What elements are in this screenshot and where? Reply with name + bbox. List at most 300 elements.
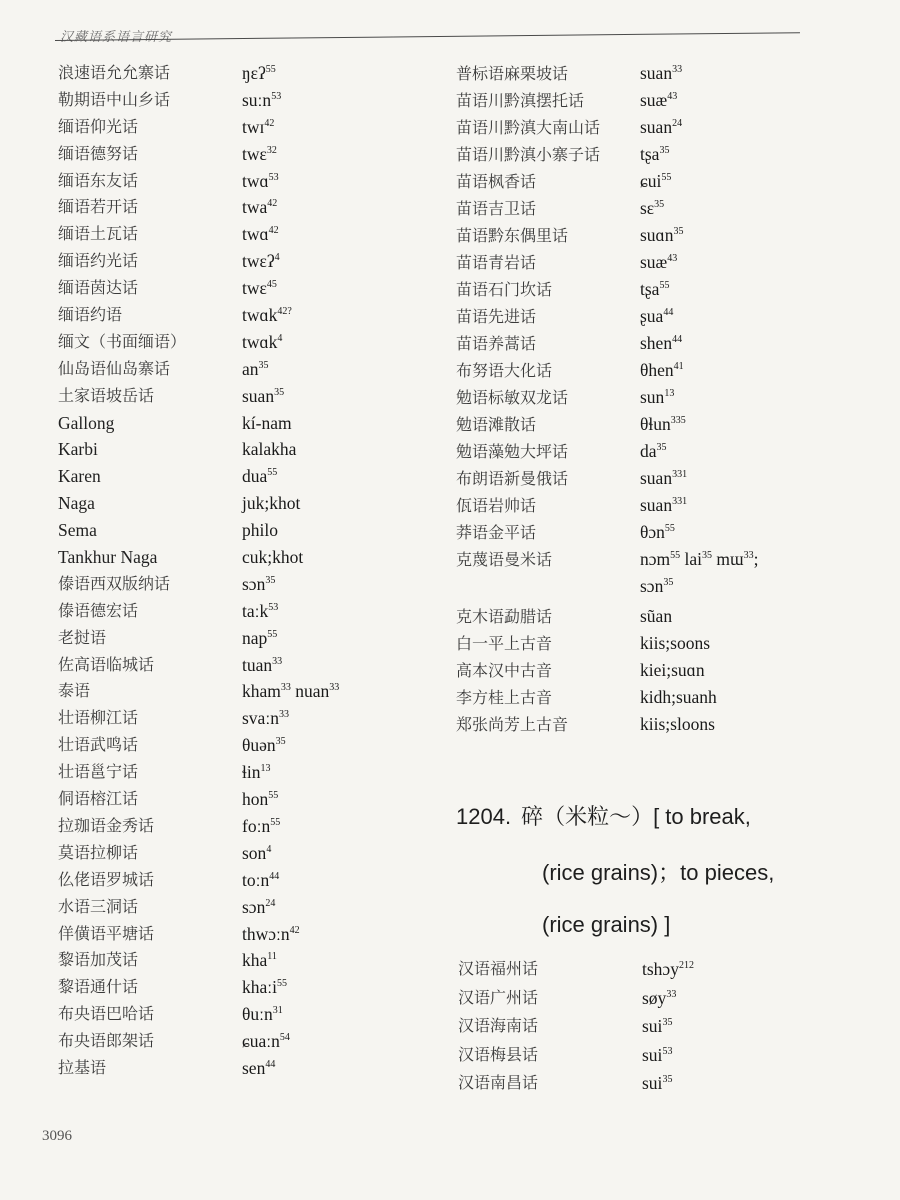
list-item [452, 984, 852, 1013]
tone-number: 41 [673, 361, 684, 372]
language-label: 老挝语 [58, 627, 107, 647]
word-segment: kiis;soons [640, 633, 711, 653]
word-form [242, 60, 276, 87]
language-label: Karen [58, 466, 101, 487]
word-form [242, 678, 339, 705]
word-segment: twɑ [242, 170, 269, 191]
word-segment: kha [242, 950, 268, 971]
word-form [242, 544, 303, 571]
word-form [242, 1055, 275, 1082]
word-segment: tshɔy [642, 959, 679, 979]
word-form [242, 517, 278, 544]
tone-number: 44 [265, 1058, 276, 1070]
word-segment: suæ [640, 90, 668, 110]
tone-number: 33 [272, 655, 283, 667]
language-label: Naga [58, 493, 95, 514]
left-column [52, 60, 382, 1082]
tone-number: 44 [663, 307, 674, 318]
tone-number: 55 [265, 64, 276, 75]
word-segment: taːk [242, 600, 269, 621]
tone-number: 35 [659, 145, 670, 156]
list-item [52, 759, 382, 786]
word-form [640, 711, 715, 738]
tone-number: 13 [260, 763, 271, 775]
word-form [640, 492, 687, 519]
language-label: 佯僙语平塘话 [58, 923, 155, 943]
list-item [52, 60, 382, 87]
word-form [242, 436, 296, 463]
tone-number: 42? [277, 306, 292, 318]
word-form [640, 573, 673, 600]
word-segment: nɔm [640, 549, 671, 569]
language-label: 莽语金平话 [456, 523, 537, 542]
language-label: 黎语通什话 [58, 977, 139, 997]
entry-rows [452, 955, 852, 1098]
tone-number: 53 [271, 90, 282, 102]
list-item [52, 974, 382, 1001]
tone-number: 35 [654, 199, 665, 210]
list-item [52, 87, 382, 114]
language-label: 勉语标敏双龙话 [456, 388, 569, 407]
list-item [52, 786, 382, 813]
list-item [452, 492, 852, 519]
word-form [640, 141, 669, 168]
tone-number: 42 [289, 924, 300, 936]
tone-number: 33 [278, 709, 289, 721]
language-label: 郑张尚芳上古音 [456, 715, 569, 734]
tone-number: 42 [268, 225, 279, 237]
language-label: 布努语大化话 [456, 361, 553, 380]
word-form [642, 1041, 672, 1070]
tone-number: 24 [672, 118, 683, 129]
language-label: Sema [58, 520, 97, 541]
word-form [242, 248, 280, 275]
tone-number: 331 [672, 469, 688, 480]
list-item [452, 438, 852, 465]
tone-number: 33 [672, 64, 683, 75]
tone-number: 35 [673, 226, 684, 237]
language-label: 浪速语允允寨话 [58, 63, 171, 82]
language-label: 佐高语临城话 [58, 654, 155, 674]
tone-number: 53 [268, 171, 279, 183]
word-form [242, 894, 275, 921]
word-form [242, 759, 270, 786]
word-form [640, 657, 705, 684]
word-segment: θhen [640, 360, 674, 380]
language-label: 壮语武鸣话 [58, 735, 139, 755]
word-form [640, 546, 759, 573]
word-segment: an [242, 358, 259, 379]
language-label: 壮语邕宁话 [58, 762, 139, 782]
word-form [242, 463, 277, 490]
word-form [242, 141, 277, 168]
language-label: 缅语若开话 [58, 197, 139, 217]
word-form [242, 1001, 283, 1028]
word-form [242, 921, 300, 948]
language-label: 黎语加茂话 [58, 950, 139, 970]
language-label: 缅语约语 [58, 305, 123, 325]
word-segment: khaːi [242, 977, 277, 998]
language-label: Gallong [58, 412, 115, 433]
list-item [52, 275, 382, 302]
list-item [52, 813, 382, 840]
list-item [52, 867, 382, 894]
word-form [640, 630, 710, 657]
word-segment: suan [640, 468, 673, 488]
word-form [640, 384, 674, 411]
word-form [640, 249, 677, 276]
word-segment: suan [640, 117, 673, 137]
word-segment: sũan [640, 606, 673, 626]
word-form [242, 947, 277, 974]
language-label: 仫佬语罗城话 [58, 869, 155, 889]
language-label: 汉语南昌话 [458, 1073, 539, 1092]
language-label: 布央语巴哈话 [58, 1004, 155, 1024]
list-item [452, 546, 852, 573]
language-label: 仙岛语仙岛寨话 [58, 358, 171, 378]
tone-number: 4 [277, 332, 283, 344]
language-label: 土家语坡岳话 [58, 385, 155, 405]
word-segment: kiis;sloons [640, 714, 715, 734]
word-segment: kidh;suanh [640, 687, 717, 707]
tone-number: 4 [274, 252, 280, 264]
word-segment: suan [640, 63, 673, 83]
tone-number: 55 [267, 628, 278, 640]
language-label: 汉语梅县话 [458, 1044, 539, 1064]
list-item [452, 384, 852, 411]
word-segment: juk;khot [242, 493, 301, 514]
tone-number: 43 [667, 91, 678, 102]
word-segment: son [242, 842, 267, 863]
word-segment: da [640, 441, 657, 461]
tone-number: 53 [662, 1045, 673, 1057]
word-segment: sun [640, 387, 665, 407]
word-form [242, 275, 277, 302]
word-segment: suan [640, 495, 673, 515]
word-segment: sen [242, 1057, 266, 1078]
word-form [642, 955, 694, 984]
word-segment: twɛ [242, 278, 267, 299]
language-label: 缅语东友话 [58, 170, 139, 190]
word-segment: foːn [242, 815, 271, 836]
language-label: 苗语石门坎话 [456, 280, 553, 299]
word-form [242, 490, 300, 517]
word-form [242, 329, 282, 356]
word-form [642, 1012, 672, 1041]
tone-number: 35 [265, 574, 276, 586]
word-segment: nuan [295, 681, 330, 702]
word-form [242, 114, 274, 141]
list-item [452, 222, 852, 249]
word-segment: θɬun [640, 414, 671, 434]
list-item [452, 684, 852, 711]
word-form [242, 732, 286, 759]
word-segment: thwɔːn [242, 923, 290, 944]
list-item [452, 1069, 852, 1098]
list-item [452, 711, 852, 738]
tone-number: 13 [664, 388, 675, 399]
list-item [52, 625, 382, 652]
word-form [640, 438, 667, 465]
list-item [452, 60, 852, 87]
language-label: 傣语西双版纳话 [58, 573, 171, 593]
list-item [452, 330, 852, 357]
word-segment: philo [242, 520, 278, 541]
list-item [52, 436, 382, 463]
list-item [452, 303, 852, 330]
language-label: 勉语藻勉大坪话 [456, 442, 569, 461]
tone-number: 35 [663, 577, 674, 588]
list-item [52, 1055, 382, 1082]
word-form [242, 974, 287, 1001]
word-form [242, 383, 284, 410]
word-form [640, 195, 664, 222]
word-segment: shen [640, 333, 673, 353]
word-form [242, 786, 278, 813]
tone-number: 44 [269, 870, 280, 882]
list-item [452, 141, 852, 168]
word-segment: ɬin [242, 762, 261, 783]
word-form [640, 114, 682, 141]
tone-number: 55 [659, 280, 670, 291]
language-label: 苗语养蒿话 [456, 334, 537, 353]
language-label: 缅语茵达话 [58, 278, 139, 298]
language-label: 苗语川黔滇小寨子话 [456, 145, 601, 164]
word-segment: suːn [242, 89, 272, 110]
word-form [640, 303, 673, 330]
word-form [640, 222, 683, 249]
list-item [52, 705, 382, 732]
tone-number: 33 [280, 682, 291, 694]
list-item [452, 411, 852, 438]
word-segment: søy [642, 987, 667, 1008]
language-label: 缅文（书面缅语） [58, 331, 187, 351]
language-label: 苗语黔东偶里话 [456, 226, 569, 245]
entry-heading-line3: (rice grains) ] [542, 912, 671, 937]
tone-number: 335 [670, 415, 686, 426]
list-item [452, 168, 852, 195]
word-form [242, 221, 279, 248]
list-item [452, 357, 852, 384]
word-segment: mɯ [716, 549, 744, 569]
tone-number: 31 [272, 1005, 283, 1017]
word-form [242, 813, 280, 840]
page-number: 3096 [42, 1128, 72, 1144]
word-form [640, 168, 671, 195]
tone-number: 55 [670, 550, 681, 561]
tone-number: 35 [662, 1074, 673, 1085]
tone-number: 11 [267, 951, 277, 963]
word-segment: ʂua [640, 306, 664, 326]
tone-number: 24 [265, 897, 276, 909]
language-label: 勉语滩散话 [456, 415, 537, 434]
list-item [452, 87, 852, 114]
tone-number: 55 [270, 816, 281, 828]
tone-number: 55 [664, 523, 675, 534]
list-item [52, 114, 382, 141]
word-form [640, 603, 672, 630]
word-segment: sui [642, 1044, 663, 1065]
language-label: 佤语岩帅话 [456, 496, 537, 515]
word-segment: twɛ [242, 143, 267, 164]
list-item [452, 276, 852, 303]
word-segment: ɕui [640, 171, 662, 191]
tone-number: 35 [275, 736, 286, 748]
word-form [242, 625, 277, 652]
word-form [242, 598, 278, 625]
word-segment: twɑk [242, 305, 278, 326]
word-segment: suæ [640, 252, 668, 272]
right-column [452, 60, 852, 738]
list-item [52, 329, 382, 356]
list-item [52, 598, 382, 625]
language-label: 拉基语 [58, 1057, 107, 1077]
word-segment: sɛ [640, 198, 655, 218]
list-item [452, 955, 852, 984]
word-segment: θuən [242, 735, 276, 756]
word-segment: kiei;suɑn [640, 660, 705, 680]
list-item [452, 1012, 852, 1041]
language-label: 苗语先进话 [456, 307, 537, 326]
tone-number: 44 [672, 334, 683, 345]
word-form [242, 194, 277, 221]
language-label: 缅语仰光话 [58, 116, 139, 136]
word-segment: twɑ [242, 224, 269, 245]
word-form [640, 60, 682, 87]
word-segment: twɑk [242, 331, 278, 352]
word-segment: hon [242, 789, 269, 810]
tone-number: 55 [277, 978, 287, 990]
tone-number: 42 [267, 198, 278, 210]
word-form [640, 87, 677, 114]
word-form [242, 356, 269, 383]
word-segment: kí-nam [242, 412, 292, 433]
running-head: 汉藏语系语言研究 [60, 30, 173, 45]
entry-heading-line1 [456, 800, 856, 831]
language-label: 泰语 [58, 681, 91, 701]
entry-gloss-line1: 碎（米粒～）[ to break, [521, 804, 751, 829]
language-label: 缅语德努话 [58, 143, 139, 163]
language-label: Karbi [58, 439, 98, 460]
tone-number: 33 [329, 682, 340, 694]
language-label: 勒期语中山乡话 [58, 89, 171, 109]
language-label: 缅语土瓦话 [58, 224, 139, 244]
language-label: 普标语麻栗坡话 [456, 64, 569, 83]
language-label: 傣语德宏话 [58, 600, 139, 620]
list-item [52, 356, 382, 383]
word-form [242, 168, 279, 195]
list-item [52, 194, 382, 221]
word-segment: twa [242, 197, 268, 218]
language-label: 布朗语新曼俄话 [456, 469, 569, 488]
list-item [452, 573, 852, 600]
word-segment: ɕuaːn [242, 1031, 280, 1052]
list-item [52, 302, 382, 329]
word-form [242, 652, 282, 679]
word-form [242, 410, 292, 437]
word-form [242, 705, 289, 732]
list-item [52, 221, 382, 248]
tone-number: 35 [274, 386, 285, 398]
list-item [452, 114, 852, 141]
list-item [452, 657, 852, 684]
tone-number: 42 [264, 117, 275, 129]
tone-number: 45 [266, 279, 277, 291]
word-form [242, 867, 279, 894]
tone-number: 55 [267, 467, 278, 479]
word-form [242, 87, 281, 114]
language-label: 布央语郎架话 [58, 1031, 155, 1051]
list-item [52, 921, 382, 948]
language-label: 李方桂上古音 [456, 688, 553, 707]
tone-number: 35 [662, 1017, 673, 1028]
word-form [642, 984, 676, 1013]
word-segment: suɑn [640, 225, 674, 245]
language-label: 侗语榕江话 [58, 789, 139, 809]
word-form [640, 465, 687, 492]
word-segment: tuan [242, 654, 273, 675]
word-form [640, 276, 669, 303]
word-segment: lai [684, 549, 703, 569]
language-label: 苗语川黔滇大南山话 [456, 118, 601, 137]
word-form [640, 519, 675, 546]
language-label: 苗语青岩话 [456, 253, 537, 272]
word-segment: dua [242, 466, 268, 487]
list-item [452, 603, 852, 630]
list-item [452, 249, 852, 276]
word-segment: sɔn [242, 896, 266, 917]
list-item [452, 195, 852, 222]
tone-number: 55 [268, 790, 279, 802]
word-form [642, 1069, 672, 1098]
word-form [242, 302, 292, 329]
word-form [640, 411, 686, 438]
language-label: 莫语拉柳话 [58, 842, 139, 862]
word-segment: sui [642, 1016, 663, 1036]
word-segment: suan [242, 385, 275, 406]
list-item [52, 168, 382, 195]
tone-number: 43 [667, 253, 678, 264]
language-label: 壮语柳江话 [58, 708, 139, 728]
tone-number: 212 [678, 960, 694, 971]
language-label: 苗语吉卫话 [456, 199, 537, 218]
word-segment: nap [242, 627, 268, 648]
tone-number: 33 [743, 550, 754, 561]
list-item [52, 1028, 382, 1055]
word-form [640, 357, 684, 384]
list-item [52, 652, 382, 679]
word-form [640, 684, 717, 711]
language-label: 汉语广州话 [458, 987, 539, 1007]
word-form [242, 840, 271, 867]
language-label: 缅语约光话 [58, 251, 139, 271]
word-segment: twɛʔ [242, 251, 275, 272]
tone-number: 35 [258, 359, 269, 371]
word-segment: θuːn [242, 1004, 273, 1025]
entry-heading-line2: (rice grains)；to pieces, [542, 860, 775, 885]
list-item [52, 571, 382, 598]
language-label: 汉语福州话 [458, 959, 539, 978]
language-label: 克木语勐腊话 [456, 607, 553, 626]
list-item [452, 630, 852, 657]
word-segment: tʂa [640, 279, 660, 299]
list-item [52, 732, 382, 759]
tone-number: 4 [266, 843, 272, 855]
list-item [452, 465, 852, 492]
list-item [52, 840, 382, 867]
word-segment: ŋɛʔ [242, 63, 266, 83]
word-segment: θɔn [640, 522, 665, 542]
